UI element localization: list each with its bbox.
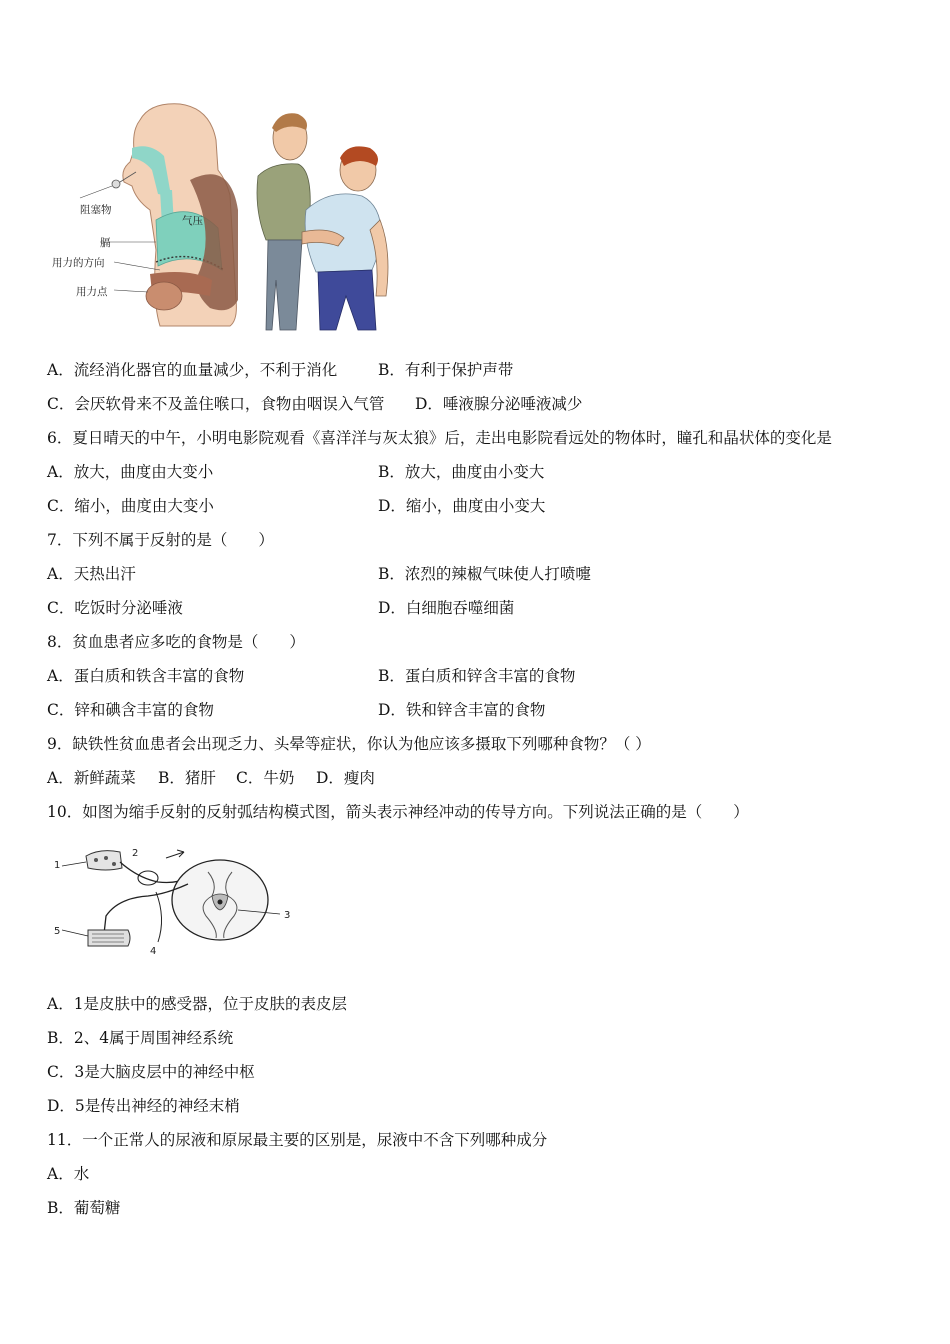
q5-option-c: C．会厌软骨来不及盖住喉口，食物由咽误入气管 <box>47 395 385 413</box>
rescuer-and-victim <box>257 113 388 330</box>
q6-stem: 6．夏日晴天的中午，小明电影院观看《喜洋洋与灰太狼》后，走出电影院看远处的物体时，瞳孔和晶状体的变化是 <box>47 429 832 447</box>
force-point-label: 用力点 <box>76 286 108 298</box>
q10-stem: 10．如图为缩手反射的反射弧结构模式图，箭头表示神经冲动的传导方向。下列说法正确的是（ ） <box>47 803 749 821</box>
q5-option-d: D．唾液腺分泌唾液减少 <box>415 395 583 413</box>
q5-option-b: B．有利于保护声带 <box>378 361 514 379</box>
q9-option-a: A．新鲜蔬菜 <box>47 769 136 787</box>
obstruction-label: 阻塞物 <box>80 204 112 216</box>
q7-stem: 7．下列不属于反射的是（ ） <box>47 531 274 549</box>
q8-option-b: B．蛋白质和锌含丰富的食物 <box>378 667 576 685</box>
q10-option-c: C．3是大脑皮层中的神经中枢 <box>47 1063 255 1081</box>
label-3: 3 <box>284 910 291 921</box>
q9-option-c: C．牛奶 <box>236 769 295 787</box>
q10-option-b: B．2、4属于周围神经系统 <box>47 1029 234 1047</box>
q9-option-b: B．猪肝 <box>158 769 216 787</box>
label-4: 4 <box>150 946 157 957</box>
q10-option-d: D．5是传出神经的神经末梢 <box>47 1097 240 1115</box>
q7-option-b: B．浓烈的辣椒气味使人打喷嚏 <box>378 565 591 583</box>
reflex-arc-figure <box>48 838 298 966</box>
pressure-label: 气压 <box>182 215 203 227</box>
q7-option-d: D．白细胞吞噬细菌 <box>378 599 515 617</box>
q11-option-b: B．葡萄糖 <box>47 1199 121 1217</box>
q11-stem: 11．一个正常人的尿液和原尿最主要的区别是，尿液中不含下列哪种成分 <box>47 1131 548 1149</box>
airway-cross-section <box>112 104 238 326</box>
q8-option-a: A．蛋白质和铁含丰富的食物 <box>47 667 245 685</box>
q6-option-b: B．放大，曲度由小变大 <box>378 463 545 481</box>
q8-option-d: D．铁和锌含丰富的食物 <box>378 701 546 719</box>
q6-option-c: C．缩小，曲度由大变小 <box>47 497 214 515</box>
q11-option-a: A．水 <box>47 1165 90 1183</box>
q5-option-a: A．流经消化器官的血量减少，不利于消化 <box>47 361 338 379</box>
diaphragm-label: 膈 <box>100 237 111 249</box>
q7-option-c: C．吃饭时分泌唾液 <box>47 599 183 617</box>
label-5: 5 <box>54 926 61 937</box>
q10-option-a: A．1是皮肤中的感受器，位于皮肤的表皮层 <box>47 995 348 1013</box>
label-1: 1 <box>54 860 61 871</box>
heimlich-figure <box>40 100 400 335</box>
q8-stem: 8．贫血患者应多吃的食物是（ ） <box>47 633 305 651</box>
q6-option-a: A．放大，曲度由大变小 <box>47 463 214 481</box>
q9-stem: 9．缺铁性贫血患者会出现乏力、头晕等症状，你认为他应该多摄取下列哪种食物？（ ） <box>47 735 651 753</box>
force-direction-label: 用力的方向 <box>52 257 105 269</box>
q8-option-c: C．锌和碘含丰富的食物 <box>47 701 214 719</box>
label-2: 2 <box>132 848 139 859</box>
q7-option-a: A．天热出汗 <box>47 565 136 583</box>
q6-option-d: D．缩小，曲度由小变大 <box>378 497 546 515</box>
q9-option-d: D．瘦肉 <box>316 769 375 787</box>
